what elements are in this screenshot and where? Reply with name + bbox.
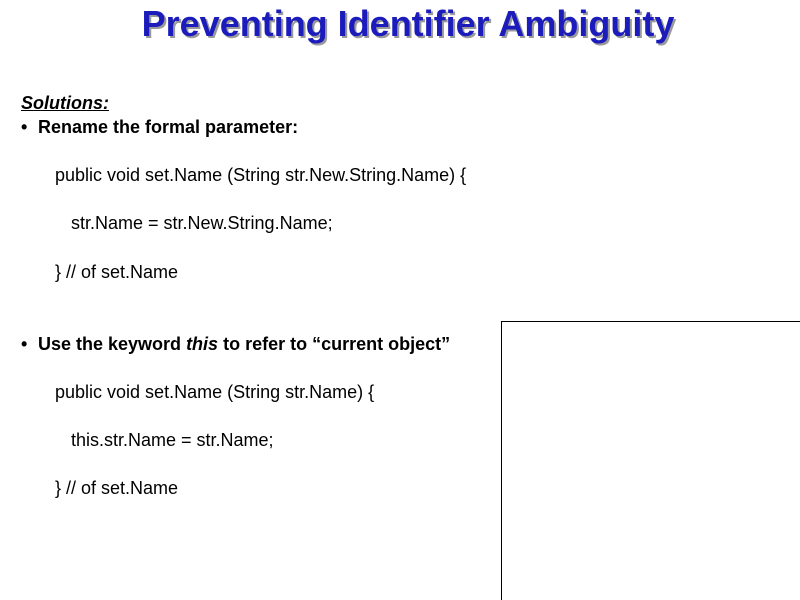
bullet-use-this-keyword — [21, 333, 450, 355]
bullet-this-after: to refer to “current object” — [218, 334, 451, 354]
solutions-heading: Solutions: — [21, 93, 109, 113]
bullet-rename-parameter — [21, 116, 298, 138]
code1-line3: } // of set.Name — [55, 262, 179, 282]
code1-line1: public void set.Name (String str.New.String.Name) { — [55, 165, 467, 185]
image-placeholder-frame — [501, 321, 800, 600]
slide-title: Preventing Identifier Ambiguity — [141, 3, 675, 44]
code1-line2: str.Name = str.New.String.Name; — [71, 213, 333, 233]
code2-line1: public void set.Name (String str.Name) { — [55, 382, 375, 402]
code2-line2: this.str.Name = str.Name; — [71, 430, 274, 450]
code2-line3: } // of set.Name — [55, 478, 179, 498]
bullet-rename-text: Rename the formal parameter: — [38, 117, 299, 137]
bullet-marker: • — [21, 334, 28, 354]
bullet-this-before: Use the keyword — [38, 334, 187, 354]
bullet-marker: • — [21, 117, 28, 137]
this-keyword: this — [186, 334, 219, 354]
